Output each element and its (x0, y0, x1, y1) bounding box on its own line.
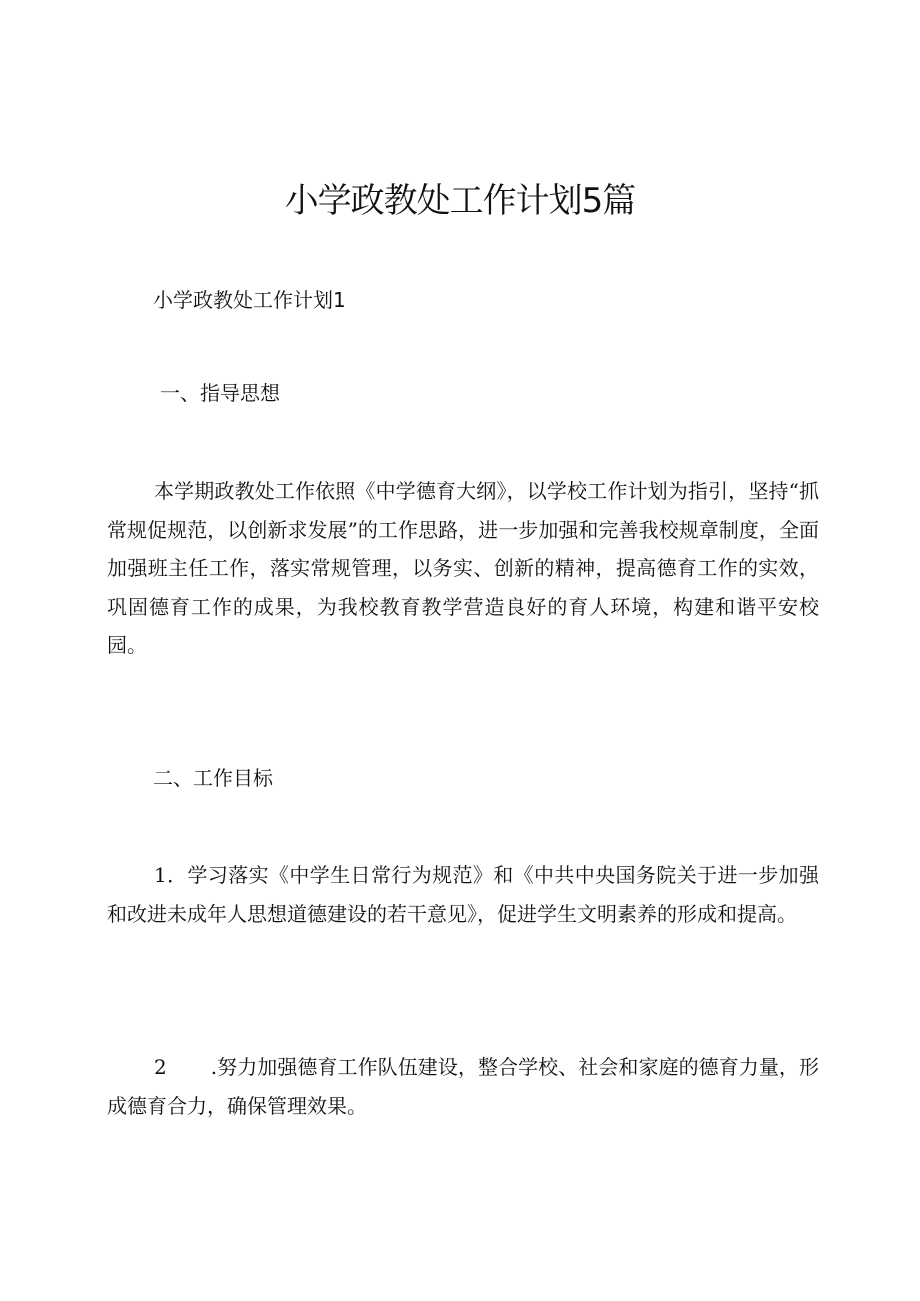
section-body-guiding-ideology: 本学期政教处工作依照《中学德育大纲》，以学校工作计划为指引，坚持“抓常规促规范，以创新求发展”的工作思路，进一步加强和完善我校规章制度，全面加强班主任工作，落实常规管理，以务实、创新的精神，提高德育工作的实效，巩固德育工作的成果，为我校教育教学营造良好的育人环境，构建和谐平安校园。 (107, 479, 819, 657)
document-title: 小学政教处工作计划5篇 (284, 181, 636, 221)
plan-subtitle: 小学政教处工作计划1 (153, 288, 346, 312)
section-heading-guiding-ideology: 一、指导思想 (160, 381, 280, 405)
section-heading-work-goals: 二、工作目标 (153, 766, 273, 790)
goal-item-2 (107, 1048, 819, 1125)
goal-item-2-text: .努力加强德育工作队伍建设，整合学校、社会和家庭的德育力量，形成德育合力，确保管理效果。 (107, 1055, 819, 1118)
goal-item-2-number: 2 (154, 1055, 167, 1079)
goal-item-1: 1．学习落实《中学生日常行为规范》和《中共中央国务院关于进一步加强和改进未成年人思想道德建设的若干意见》，促进学生文明素养的形成和提高。 (107, 863, 819, 926)
